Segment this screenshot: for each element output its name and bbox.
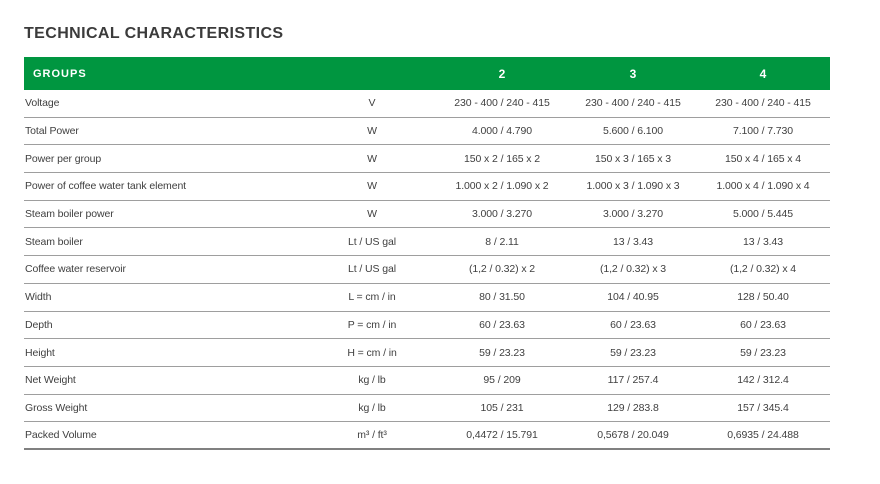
row-value-col4: 230 - 400 / 240 - 415: [715, 97, 811, 110]
table-row: [24, 118, 830, 146]
row-value-col4: 5.000 / 5.445: [732, 208, 793, 221]
row-unit: H = cm / in: [347, 346, 397, 359]
row-label: Total Power: [25, 125, 79, 138]
row-value-col4: 157 / 345.4: [737, 401, 789, 414]
row-unit: L = cm / in: [348, 291, 396, 304]
technical-characteristics-table: [24, 57, 830, 450]
row-value-col3: 104 / 40.95: [607, 291, 659, 304]
row-unit: Lt / US gal: [348, 263, 396, 276]
row-value-col2: 1.000 x 2 / 1.090 x 2: [455, 180, 549, 193]
row-value-col4: 142 / 312.4: [737, 374, 789, 387]
table-row: [24, 284, 830, 312]
table-row: [24, 367, 830, 395]
table-row: [24, 395, 830, 423]
row-value-col4: 60 / 23.63: [740, 318, 786, 331]
row-value-col4: 13 / 3.43: [743, 235, 783, 248]
row-value-col4: 1.000 x 4 / 1.090 x 4: [716, 180, 810, 193]
row-label: Net Weight: [25, 374, 76, 387]
row-unit: Lt / US gal: [348, 235, 396, 248]
header-groups-label: GROUPS: [33, 67, 87, 80]
row-unit: V: [368, 97, 376, 110]
row-value-col3: 1.000 x 3 / 1.090 x 3: [586, 180, 680, 193]
row-unit: W: [367, 152, 377, 165]
table-row: [24, 145, 830, 173]
row-label: Power of coffee water tank element: [25, 180, 186, 193]
row-value-col2: 230 - 400 / 240 - 415: [454, 97, 550, 110]
row-label: Gross Weight: [25, 401, 88, 414]
row-label: Height: [25, 346, 55, 359]
table-row: [24, 256, 830, 284]
table-row: [24, 173, 830, 201]
row-value-col4: 59 / 23.23: [740, 346, 786, 359]
row-unit: kg / lb: [358, 374, 386, 387]
row-value-col2: 105 / 231: [480, 401, 524, 414]
row-value-col4: 128 / 50.40: [737, 291, 789, 304]
row-value-col2: 0,4472 / 15.791: [466, 429, 538, 442]
row-value-col2: 95 / 209: [483, 374, 521, 387]
table-row: [24, 90, 830, 118]
row-label: Packed Volume: [25, 429, 97, 442]
row-value-col2: 80 / 31.50: [479, 291, 525, 304]
row-value-col3: 59 / 23.23: [610, 346, 656, 359]
table-row: [24, 339, 830, 367]
table-row: [24, 201, 830, 229]
row-value-col3: 3.000 / 3.270: [602, 208, 663, 221]
row-value-col2: 60 / 23.63: [479, 318, 525, 331]
row-value-col3: 5.600 / 6.100: [602, 125, 663, 138]
table-row: [24, 228, 830, 256]
row-label: Steam boiler power: [25, 208, 114, 221]
row-value-col2: 8 / 2.11: [485, 235, 519, 248]
row-value-col2: 150 x 2 / 165 x 2: [464, 152, 540, 165]
header-col-4: 4: [759, 66, 767, 81]
row-unit: m³ / ft³: [357, 429, 387, 442]
row-unit: W: [367, 208, 377, 221]
row-value-col2: 4.000 / 4.790: [471, 125, 532, 138]
row-label: Steam boiler: [25, 235, 83, 248]
row-label: Power per group: [25, 152, 102, 165]
row-unit: P = cm / in: [347, 318, 397, 331]
row-value-col3: (1,2 / 0.32) x 3: [599, 263, 667, 276]
row-label: Width: [25, 291, 52, 304]
header-col-3: 3: [629, 66, 637, 81]
table-body: [24, 90, 830, 450]
row-label: Depth: [25, 318, 53, 331]
table-row: [24, 422, 830, 450]
row-label: Voltage: [25, 97, 60, 110]
row-value-col4: (1,2 / 0.32) x 4: [729, 263, 797, 276]
table-row: [24, 312, 830, 340]
table-header-row: [24, 57, 830, 90]
row-value-col3: 129 / 283.8: [607, 401, 659, 414]
row-unit: W: [367, 125, 377, 138]
page-title: TECHNICAL CHARACTERISTICS: [24, 25, 284, 42]
row-value-col4: 150 x 4 / 165 x 4: [725, 152, 801, 165]
row-value-col4: 0,6935 / 24.488: [727, 429, 799, 442]
row-unit: kg / lb: [358, 401, 386, 414]
row-value-col3: 117 / 257.4: [607, 374, 659, 387]
header-col-2: 2: [498, 66, 506, 81]
row-value-col3: 60 / 23.63: [610, 318, 656, 331]
row-value-col4: 7.100 / 7.730: [732, 125, 793, 138]
row-value-col3: 150 x 3 / 165 x 3: [595, 152, 671, 165]
row-value-col2: (1,2 / 0.32) x 2: [468, 263, 536, 276]
row-unit: W: [367, 180, 377, 193]
row-value-col2: 59 / 23.23: [479, 346, 525, 359]
row-label: Coffee water reservoir: [25, 263, 126, 276]
row-value-col3: 230 - 400 / 240 - 415: [585, 97, 681, 110]
row-value-col3: 13 / 3.43: [613, 235, 653, 248]
row-value-col3: 0,5678 / 20.049: [597, 429, 669, 442]
row-value-col2: 3.000 / 3.270: [471, 208, 532, 221]
